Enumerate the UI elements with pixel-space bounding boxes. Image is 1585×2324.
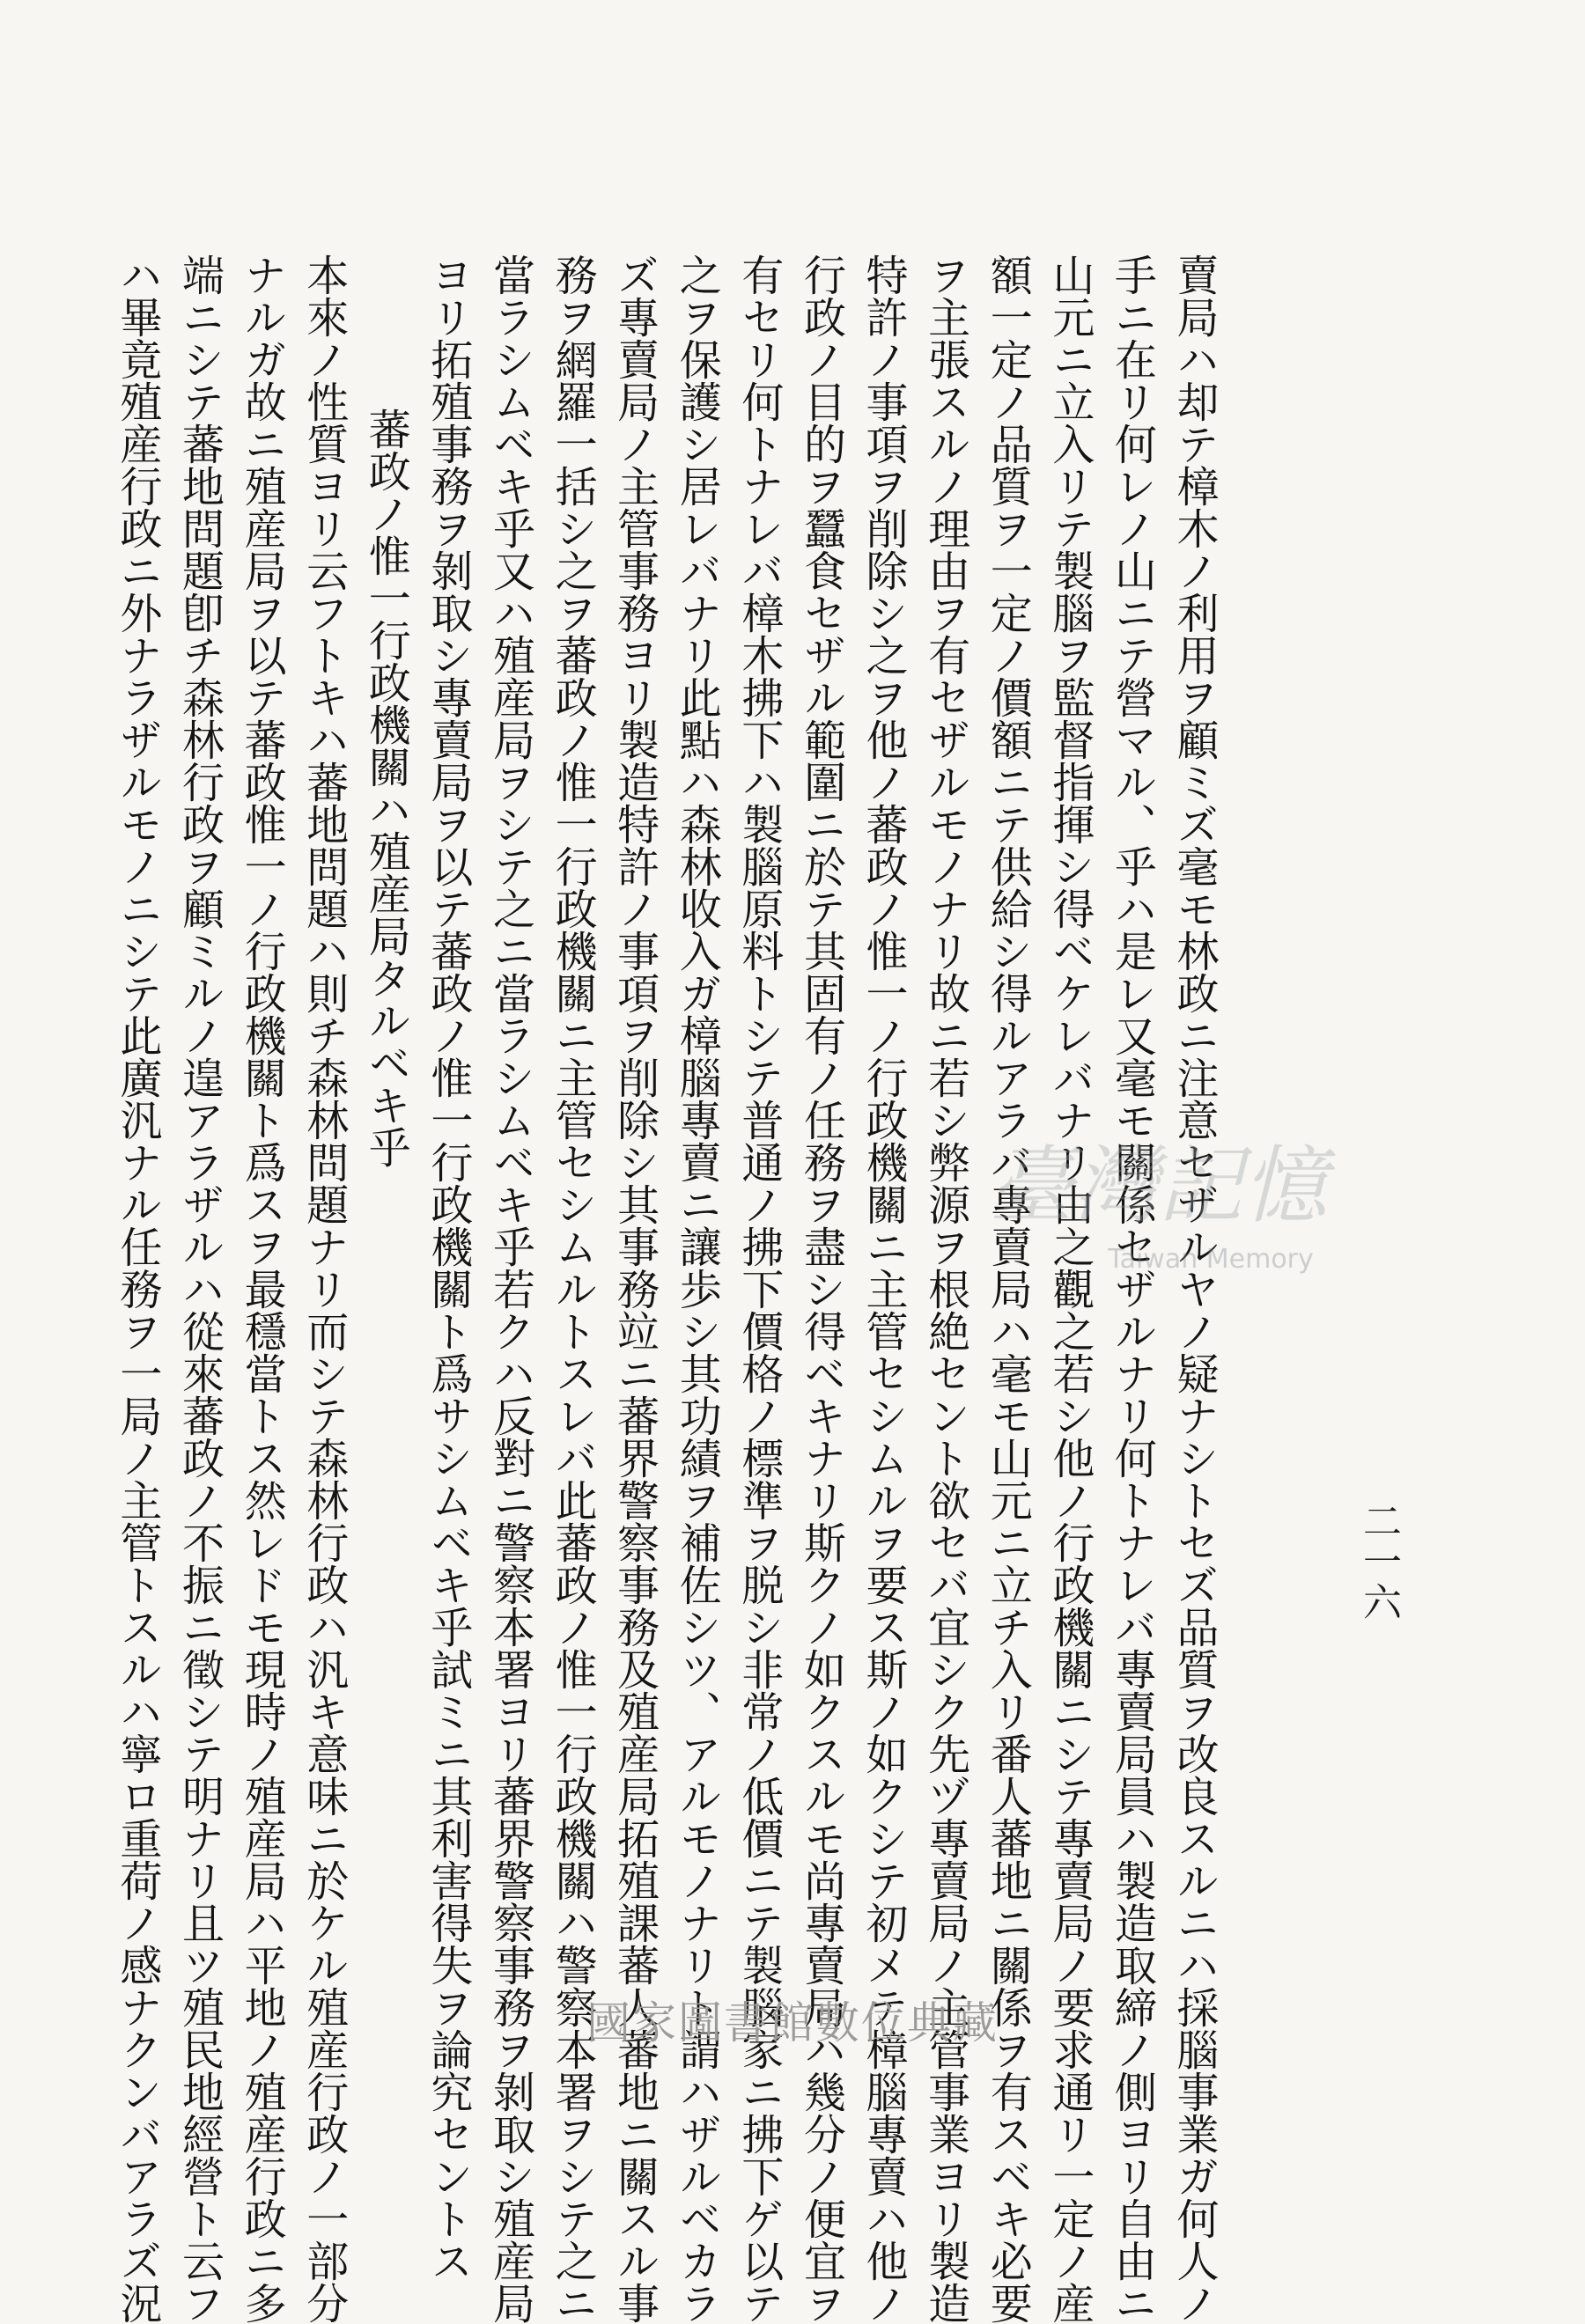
text-column: 額一定ノ品質ヲ一定ノ價額ニテ供給シ得ルアラバ專賣局ハ毫モ山元ニ立チ入リ番人蕃地ニ關係ヲ有スベキ必要 [983, 254, 1033, 2324]
text-column: 山元ニ立入リテ製腦ヲ監督指揮シ得ベケレバナリ由之觀之若シ他ノ行政機關ニシテ專賣局ノ要求通リ一定ノ産 [1044, 254, 1095, 2324]
text-column: ヲ主張スルノ理由ヲ有セザルモノナリ故ニ若シ弊源ヲ根絶セント欲セバ宜シク先ヅ專賣局ノ主管事業ヨリ製造 [920, 254, 970, 2324]
text-column: 之ヲ保護シ居レバナリ此點ハ森林收入ガ樟腦專賣ニ讓歩シ其功績ヲ補佐シツ、アルモノナリト謂ハザルベカラ [672, 254, 722, 2324]
text-column: ハ畢竟殖産行政ニ外ナラザルモノニシテ此廣汎ナル任務ヲ一局ノ主管トスルハ寧ロ重荷ノ感ナクンバアラズ況 [112, 254, 162, 2324]
text-column: 賣局ハ却テ樟木ノ利用ヲ顧ミズ毫モ林政ニ注意セザルヤノ疑ナシトセズ品質ヲ改良スルニハ採腦事業ガ何人ノ [1169, 254, 1219, 2324]
text-column: ズ專賣局ノ主管事務ヨリ製造特許ノ事項ヲ削除シ其事務竝ニ蕃界警察事務及殖産局拓殖課蕃人蕃地ニ關スル事 [609, 254, 660, 2324]
watermark-title: 臺灣記憶 [989, 1136, 1327, 1235]
text-column: ナルガ故ニ殖産局ヲ以テ蕃政惟一ノ行政機關ト爲スヲ最穩當トス然レドモ現時ノ殖産局ハ平地ノ殖産行政ニ多 [237, 254, 287, 2324]
text-column: 特許ノ事項ヲ削除シ之ヲ他ノ蕃政ノ惟一ノ行政機關ニ主管セシムルヲ要ス斯ノ如クシテ初メテ樟腦專賣ハ他ノ [859, 254, 909, 2324]
text-column: 端ニシテ蕃地問題卽チ森林行政ヲ顧ミルノ遑アラザルハ從來蕃政ノ不振ニ徵シテ明ナリ且ツ殖民地經營ト云フ [174, 254, 225, 2324]
page-number: 二一六 [1356, 1501, 1401, 1622]
section-heading: 蕃政ノ惟一行政機關ハ殖産局タルベキ乎 [361, 408, 411, 1168]
text-column: 行政ノ目的ヲ蠶食セザル範圍ニ於テ其固有ノ任務ヲ盡シ得ベキナリ斯クノ如クスルモ尚專賣局ハ幾分ノ便宜ヲ [796, 254, 846, 2324]
text-column: 本來ノ性質ヨリ云フトキハ蕃地問題ハ則チ森林問題ナリ而シテ森林行政ハ汎キ意味ニ於ケル殖産行政ノ一部分 [299, 254, 349, 2324]
watermark-subtitle: Taiwan Memory [1108, 1244, 1314, 1275]
text-column: 有セリ何トナレバ樟木拂下ハ製腦原料トシテ普通ノ拂下價格ノ標準ヲ脱シ非常ノ低價ニテ製腦家ニ拂下ゲ以テ [734, 254, 784, 2324]
text-column: 務ヲ網羅一括シ之ヲ蕃政ノ惟一行政機關ニ主管セシムルトスレバ此蕃政ノ惟一行政機關ハ警察本署ヲシテ之ニ [548, 254, 598, 2324]
footer-credit: 國家圖書館數位典藏 [586, 1997, 999, 2048]
text-column: ヨリ拓殖事務ヲ剝取シ專賣局ヲ以テ蕃政ノ惟一行政機關ト爲サシムベキ乎試ミニ其利害得失ヲ論究セントス [423, 254, 473, 2282]
text-column: 手ニ在リ何レノ山ニテ營マル、乎ハ是レ又毫モ關係セザルナリ何トナレバ專賣局員ハ製造取締ノ側ヨリ自由ニ [1107, 254, 1157, 2324]
text-column: 當ラシムベキ乎又ハ殖産局ヲシテ之ニ當ラシムベキ乎若クハ反對ニ警察本署ヨリ蕃界警察事務ヲ剝取シ殖産局 [485, 254, 535, 2324]
